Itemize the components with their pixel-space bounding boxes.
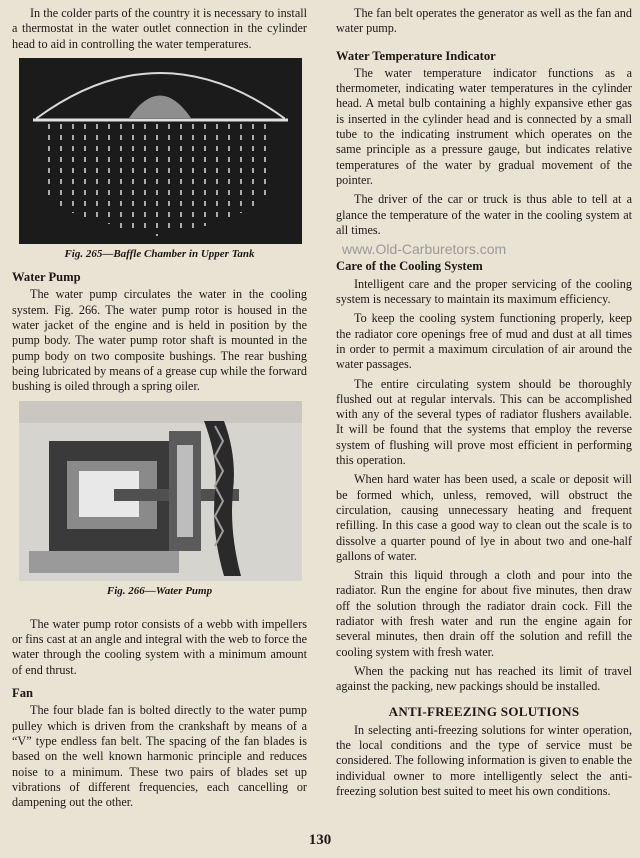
- left-column: [12, 6, 307, 814]
- fan-heading: Fan: [12, 686, 33, 701]
- care-paragraph-6: When the packing nut has reached its limit of travel against the packing, new packings should be installed.: [336, 663, 632, 694]
- care-heading: Care of the Cooling System: [336, 259, 483, 274]
- wti-paragraph-2: The driver of the car or truck is thus able to tell at a glance the temperature of the water in the cooling system at all times.: [336, 192, 632, 237]
- care-paragraph-3: The entire circulating system should be thoroughly flushed out at regular intervals. This can be accomplished with any of the several types of radiator flushers available. It will be found that the systems that employ the reverse system of flushing will prove most efficient in performing this operation.: [336, 376, 632, 468]
- care-paragraph-1: Intelligent care and the proper servicing of the cooling system is necessary to maintain its maximum efficiency.: [336, 276, 632, 307]
- figure-265-caption: Fig. 265—Baffle Chamber in Upper Tank: [64, 247, 255, 260]
- water-pump-paragraph-1: The water pump circulates the water in the cooling system. Fig. 266. The water pump rotor is housed in the water jacket of the engine and is held in position by the pump body. The water pump rotor shaft is mounted in the pump body on two composite bushings. The rear bushing being lubricated by means of a grease cup while the forward bushing is oiled through a spring oiler.: [12, 287, 307, 394]
- wti-paragraph-1: The water temperature indicator functions as a thermometer, indicating water temperatures in the cylinder head. A metal bulb containing a highly expansive ether gas is inserted in the cylinder head and is connected by a small tube to the indicating instrument which operates on the same principle as a pressure gauge, but indicates relative temperatures of the water by gradual movement of the pointer.: [336, 65, 632, 187]
- water-pump-paragraph-2: The water pump rotor consists of a webb with impellers or fins cast at an angle and integral with the web to force the water through the cooling system with a minimum amount of end thrust.: [12, 616, 307, 677]
- fan-belt-paragraph: The fan belt operates the generator as well as the fan and water pump.: [336, 6, 632, 36]
- anti-freezing-heading: ANTI-FREEZING SOLUTIONS: [388, 704, 580, 720]
- fan-paragraph: The four blade fan is bolted directly to the water pump pulley which is driven from the crankshaft by means of a “V” type endless fan belt. The spacing of the fan blades is based on the well known harmonic principle and reduces noise to a minimum. These two pairs of blades set up vibrations of different frequencies, each cancelling or dampening out the other.: [12, 703, 307, 810]
- care-paragraph-2: To keep the cooling system functioning properly, keep the radiator core openings free of mud and dust at all times in order to permit a maximum circulation of air around the water passages.: [336, 311, 632, 372]
- water-pump-figure: [19, 401, 302, 581]
- water-temperature-indicator-heading: Water Temperature Indicator: [336, 48, 496, 63]
- baffle-chamber-figure: [19, 58, 302, 244]
- right-column: [336, 6, 632, 803]
- page-number: 130: [308, 832, 332, 848]
- anti-freezing-paragraph: In selecting anti-freezing solutions for winter operation, the local conditions and the type of service must be considered. The following information is given to enable the individual owner to more intelligently select the anti-freezing solution best suited to meet his own conditions.: [336, 722, 632, 798]
- figure-266-caption: Fig. 266—Water Pump: [106, 584, 213, 597]
- baffle-chamber-illustration: [19, 58, 302, 244]
- care-paragraph-5: Strain this liquid through a cloth and pour into the radiator. Run the engine for about five minutes, then draw off the solution through the radiator drain cock. Fill the radiator with fresh water and run the engine again for several minutes, then drain off the solution and refill the cooling system with fresh water.: [336, 568, 632, 659]
- water-pump-illustration: [19, 401, 302, 581]
- care-paragraph-4: When hard water has been used, a scale or deposit will be formed which, unless, removed, will obstruct the circulation, causing unnecessary heating and frequent refilling. In this case a good way to clean out the scale is to dissolve a quarter pound of lye in about two and one-half gallons of water.: [336, 472, 632, 563]
- watermark-text: www.Old-Carburetors.com: [342, 241, 507, 258]
- intro-paragraph: In the colder parts of the country it is necessary to install a thermostat in the water outlet connection in the cylinder head to aid in controlling the water temperatures.: [12, 6, 307, 51]
- water-pump-heading: Water Pump: [12, 270, 81, 285]
